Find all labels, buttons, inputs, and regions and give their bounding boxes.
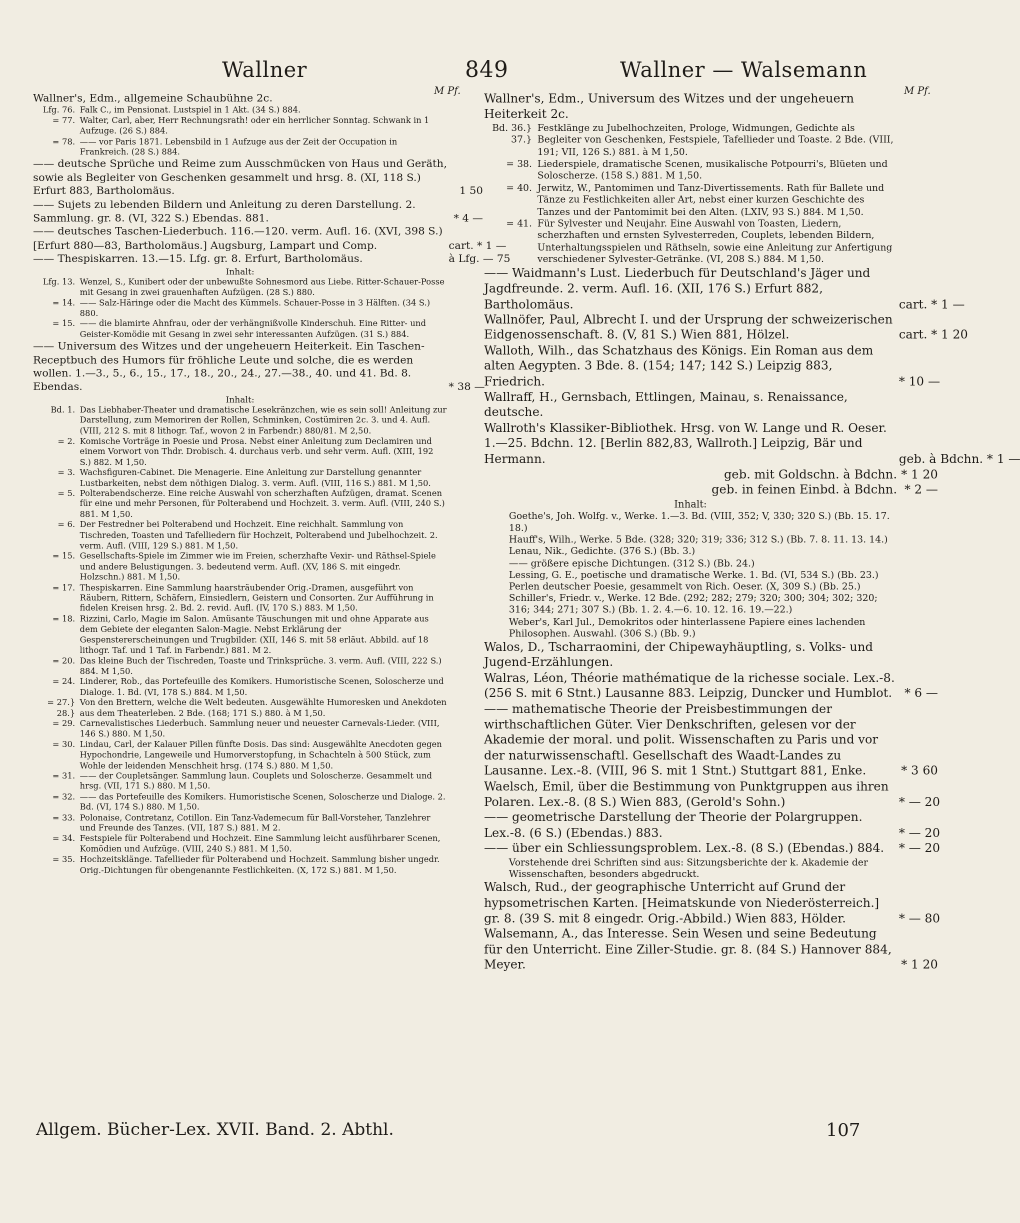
- price: geb. à Bdchn. * 1 —: [898, 452, 1020, 467]
- left-column: [33, 92, 511, 876]
- price: * 6 —: [904, 686, 938, 701]
- price: * — 20: [898, 841, 941, 856]
- entry: —— Sujets zu lebenden Bildern und Anleitung zu deren Darstellung. 2. Sammlung. gr. 8. (VI, 322 S.) Ebendas. 881. * 4 —: [33, 198, 483, 225]
- entry: —— mathematische Theorie der Preisbestimmungen der wirthschaftlichen Güter. Vier Denkschriften, gelesen vor der Akademie der moral. und polit. Wissenschaften zu Paris und vor der naturwissenschaftl. Gesellschaft des Waadt-Landes zu Lausanne. Lex.-8. (VIII, 96 S. mit 1 Stnt.) Stuttgart 881, Enke. * 3 60: [484, 702, 938, 779]
- price: * 10 —: [898, 374, 941, 389]
- volume-list: [33, 405, 483, 876]
- list-item: Schiller's, Friedr. v., Werke. 12 Bde. (292; 282; 279; 320; 300; 304; 302; 320; 316; 344; 271; 307 S.) (Bb. 1. 2. 4.—6. 10. 12. 16. 19.—22.): [508, 593, 878, 616]
- sub-entry: = 29. Carnevalistisches Liederbuch. Sammlung neuer und neuester Carnevals-Lieder. (VIII, 146 S.) 880. M 1,50.: [52, 719, 440, 739]
- entry: Waelsch, Emil, über die Bestimmung von Punktgruppen aus ihren Polaren. Lex.-8. (8 S.) Wien 883, (Gerold's Sohn.) * — 20: [484, 779, 941, 810]
- entry: Wallraff, H., Gernsbach, Ettlingen, Mainau, s. Renaissance, deutsche.: [484, 390, 848, 420]
- sub-entry: = 41. Für Sylvester und Neujahr. Eine Auswahl von Toasten, Liedern, scherzhaften und ernsten Sylvesterreden, Couplets, lebenden Bildern, Unterhaltungsspielen und Räthseln, sowie eine Anleitung zur Anfertigung verschiedener Sylvester-Getränke. (VI, 208 S.) 884. M 1,50.: [506, 218, 893, 265]
- sub-entry: = 5. Polterabendscherze. Eine reiche Auswahl von scherzhaften Aufzügen, dramat. Scenen für eine und mehr Personen, für Polterabend und Hochzeit. 3. verm. Aufl. (VIII, 240 S.) 881. M 1,50.: [57, 489, 445, 520]
- entry: Walloth, Wilh., das Schatzhaus des Königs. Ein Roman aus dem alten Aegypten. 3 Bde. 8. (154; 147; 142 S.) Leipzig 883, Friedrich. * 10 —: [484, 343, 941, 389]
- sub-entry: = 35. Hochzeitsklänge. Tafellieder für Polterabend und Hochzeit. Sammlung bisher ungedr. Orig.-Dichtungen für obengenannte Festlichkeiten. (X, 172 S.) 881. M 1,50.: [52, 855, 440, 875]
- price: 1 50: [459, 185, 483, 198]
- entry: Wallner's, Edm., Universum des Witzes und der ungeheuern Heiterkeit 2c.: [484, 92, 855, 122]
- sub-entry: = 17. Thespiskarren. Eine Sammlung haarsträubender Orig.-Dramen, ausgeführt von Räubern, Rittern, Schäfern, Einsiedlern, Geistern und Consorten. Zur Aufführung in fidelen Kreisen hrsg. 2. Bd. 2. revid. Aufl. (IV, 170 S.) 883. M 1,50.: [52, 583, 434, 614]
- page-number: 849: [465, 58, 509, 83]
- price: * 1 20: [901, 958, 938, 973]
- sub-entry: Lfg. 76. Falk C., im Pensionat. Lustspiel in 1 Akt. (34 S.) 884.: [42, 105, 301, 115]
- sub-entry: = 32. —— das Portefeuille des Komikers. Humoristische Scenen, Soloscherze und Dialoge. 2. Bd. (VI, 174 S.) 880. M 1,50.: [52, 792, 446, 813]
- sub-entry: = 34. Festspiele für Polterabend und Hochzeit. Eine Sammlung leicht ausführbarer Scenen, Komödien und Aufzüge. (VIII, 240 S.) 881. M 1,50.: [52, 834, 441, 854]
- currency-label-left: M Pf.: [434, 86, 461, 97]
- sub-entry: = 15. —— die blamirte Ahnfrau, oder der verhängnißvolle Kinderschuh. Eine Ritter- und Geister-Komödie mit Gesang in zwei sehr interessanten Aufzügen. (31 S.) 884.: [52, 319, 426, 340]
- sub-entry: = 18. Rizzini, Carlo, Magie im Salon. Amüsante Täuschungen mit und ohne Apparate aus dem Gebiete der eleganten Salon-Magie. Nebst Erklärung der Gespenstererscheinungen und Trugbilder. (XII, 146 S. mit 58 erläut. Abbild. auf 18 lithogr. Taf. und 1 Taf. in Farbendr.) 881. M 2.: [52, 614, 429, 656]
- note: Vorstehende drei Schriften sind aus: Sitzungsberichte der k. Akademie der Wissenschaften, besonders abgedruckt.: [508, 857, 869, 880]
- entry: Wallroth's Klassiker-Bibliothek. Hrsg. von W. Lange und R. Oeser. 1.—25. Bdchn. 12. [Berlin 882,83, Wallroth.] Leipzig, Bär und Hermann. geb. à Bdchn. * 1 —: [484, 421, 1020, 467]
- entry: —— geometrische Darstellung der Theorie der Polargruppen. Lex.-8. (6 S.) (Ebendas.) 883. * — 20: [484, 810, 941, 841]
- sub-entry: = 77. Walter, Carl, aber, Herr Rechnungsrath! oder ein herrlicher Sonntag. Schwank in 1 Aufzuge. (26 S.) 884.: [52, 116, 430, 136]
- sub-entry: = 38. Liederspiele, dramatische Scenen, musikalische Potpourri's, Blüeten und Soloscherze. (158 S.) 881. M 1,50.: [506, 158, 888, 182]
- entry: —— über ein Schliessungsproblem. Lex.-8. (8 S.) (Ebendas.) 884. * — 20: [484, 841, 941, 856]
- sub-entry: = 3. Wachsfiguren-Cabinet. Die Menagerie. Eine Anleitung zur Darstellung genannter Lustbarkeiten, nebst dem nöthigen Dialog. 3. verm. Aufl. (VIII, 116 S.) 881. M 1,50.: [57, 468, 431, 488]
- entry: —— Universum des Witzes und der ungeheuern Heiterkeit. Ein Taschen-Receptbuch des Humors für fröhliche Leute und solche, die es werden wollen. 1.—3., 5., 6., 15., 17., 18., 20., 24., 27.—38., 40. und 41. Bd. 8. Ebendas. * 38 —: [33, 340, 485, 394]
- list-item: Perlen deutscher Poesie, gesammelt von Rich. Oeser. (X, 309 S.) (Bb. 25.): [508, 581, 861, 593]
- sub-entry: = 33. Polonaise, Contretanz, Cotillon. Ein Tanz-Vademecum für Ball-Vorsteher, Tanzlehrer und Freunde des Tanzes. (VII, 187 S.) 881. M 2.: [52, 813, 431, 833]
- price: * 38 —: [448, 380, 485, 394]
- right-column: [484, 92, 1020, 974]
- entry: Wallner's, Edm., allgemeine Schaubühne 2c.: [33, 92, 273, 105]
- price: à Lfg. — 75: [448, 252, 511, 266]
- entry: Walos, D., Tscharraomini, der Chipewayhäuptling, s. Volks- und Jugend-Erzählungen.: [484, 640, 874, 670]
- sub-entry: = 20. Das kleine Buch der Tischreden, Toaste und Trinksprüche. 3. verm. Aufl. (VIII, 222 S.) 884. M 1,50.: [52, 656, 442, 677]
- price: * 3 60: [901, 764, 938, 779]
- price: cart. * 1 —: [448, 239, 507, 252]
- sub-entry: = 15. Gesellschafts-Spiele im Zimmer wie im Freien, scherzhafte Vexir- und Räthsel-Spiele und andere Belustigungen. 3. bedeutend verm. Aufl. (XV, 186 S. mit eingedr. Holzschn.) 881. M 1,50.: [52, 551, 436, 583]
- price: cart. * 1 —: [898, 297, 965, 312]
- volume-list: [484, 123, 938, 266]
- sub-entry: = 27.} 28.} Von den Brettern, welche die Welt bedeuten. Ausgewählte Humoresken und Anekdoten aus dem Theaterleben. 2 Bde. (168; 171 S.) 880. à M 1,50.: [47, 698, 447, 718]
- price: * — 20: [898, 826, 941, 841]
- list-item: —— größere epische Dichtungen. (312 S.) (Bb. 24.): [508, 557, 755, 569]
- entry-binding-variant: geb. mit Goldschn. à Bdchn. * 1 20: [723, 467, 938, 482]
- list-item: Weber's, Karl Jul., Demokritos oder hinterlassene Papiere eines lachenden Philosophen. Auswahl. (306 S.) (Bb. 9.): [508, 616, 866, 640]
- sub-entry: Lfg. 13. Wenzel, S., Kunibert oder der unbewußte Sohnesmord aus Liebe. Ritter-Schauer-Posse mit Gesang in zwei grauenhaften Aufzügen. (28 S.) 880.: [42, 277, 445, 298]
- price: * 1 20: [901, 467, 938, 482]
- sub-entry: = 78. —— vor Paris 1871. Lebensbild in 1 Aufzuge aus der Zeit der Occupation in Frankreich. (28 S.) 884.: [52, 136, 398, 157]
- contents-heading: Inhalt:: [225, 266, 255, 277]
- entry: —— deutsches Taschen-Liederbuch. 116.—120. verm. Aufl. 16. (XVI, 398 S.) [Erfurt 880—83, Bartholomäus.] Augsburg, Lampart und Comp. cart. * 1 —: [33, 225, 507, 252]
- contents-heading: Inhalt:: [674, 498, 707, 511]
- price: * — 80: [898, 911, 941, 926]
- footer-signature: Allgem. Bücher-Lex. XVII. Band. 2. Abthl.: [36, 1120, 394, 1140]
- sub-entry: = 6. Der Festredner bei Polterabend und Hochzeit. Eine reichhalt. Sammlung von Tischreden, Toasten und Tafelliedern für Hochzeit, Polterabend und Jubelhochzeit. 2. verm. Aufl. (VIII, 129 S.) 881. M 1,50.: [57, 520, 438, 551]
- contents-heading: Inhalt:: [225, 394, 255, 405]
- price: * 2 —: [904, 483, 938, 498]
- list-item: Goethe's, Joh. Wolfg. v., Werke. 1.—3. Bd. (VIII, 352; V, 330; 320 S.) (Bb. 15. 17. 18.): [508, 510, 890, 534]
- contents-list: [484, 511, 938, 640]
- running-head-right: Wallner — Walsemann: [620, 58, 868, 82]
- entry: Walras, Léon, Théorie mathématique de la richesse sociale. Lex.-8. (256 S. mit 6 Stnt.) Lausanne 883. Leipzig, Duncker und Humblot. * 6 —: [484, 671, 938, 701]
- footer-sheet-number: 107: [826, 1120, 861, 1141]
- entry: Walsch, Rud., der geographische Unterricht auf Grund der hypsometrischen Karten. [Heimatskunde von Niederösterreich.] gr. 8. (39 S. mit 8 eingedr. Orig.-Abbild.) Wien 883, Hölder. * — 80: [484, 880, 941, 926]
- sub-entry: = 24. Linderer, Rob., das Portefeuille des Komikers. Humoristische Scenen, Soloscherze und Dialoge. 1. Bd. (VI, 178 S.) 884. M 1,50.: [52, 677, 444, 698]
- sub-entry: = 2. Komische Vorträge in Poesie und Prosa. Nebst einer Anleitung zum Declamiren und einem Vorwort von Thdr. Drobisch. 4. durchaus verb. und sehr verm. Aufl. (XIII, 192 S.) 882. M 1,50.: [57, 436, 434, 468]
- running-head-left: Wallner: [222, 58, 308, 82]
- entry: —— deutsche Sprüche und Reime zum Ausschmücken von Haus und Geräth, sowie als Begleiter von Geschenken gesammelt und hrsg. 8. (XI, 118 S.) Erfurt 883, Bartholomäus. 1 50: [33, 157, 483, 198]
- sub-entry: Bd. 1. Das Liebhaber-Theater und dramatische Lesekränzchen, wie es sein soll! Anleitung zur Darstellung, zum Memoriren der Rollen, Schminken, Costümiren 2c. 3. und 4. Aufl. (VIII, 212 S. mit 8 lithogr. Taf., wovon 2 in Farbendr.) 880/81. M 2,50.: [50, 405, 447, 436]
- price: cart. * 1 20: [898, 328, 969, 343]
- sub-entry: = 40. Jerwitz, W., Pantomimen und Tanz-Divertissements. Rath für Ballete und Tänze zu Festlichkeiten aller Art, nebst einer kurzen Geschichte des Tanzes und der Pantomimit bei den Alten. (LXIV, 93 S.) 884. M 1,50.: [506, 182, 885, 218]
- entry: —— Waidmann's Lust. Liederbuch für Deutschland's Jäger und Jagdfreunde. 2. verm. Aufl. 16. (XII, 176 S.) Erfurt 882, Bartholomäus. cart. * 1 —: [484, 266, 965, 312]
- list-item: Lenau, Nik., Gedichte. (376 S.) (Bb. 3.): [508, 546, 696, 557]
- sub-entry: = 30. Lindau, Carl, der Kalauer Pillen fünfte Dosis. Das sind: Ausgewählte Anecdoten gegen Hypochondrie, Langeweile und Humorverstopfung, in Schachteln à 500 Stück, zum Wohle der leidenden Menschheit hrsg. (174 S.) 880. M 1,50.: [52, 739, 443, 771]
- entry: Wallnöfer, Paul, Albrecht I. und der Ursprung der schweizerischen Eidgenossenschaft. 8. (V, 81 S.) Wien 881, Hölzel. cart. * 1 20: [484, 312, 969, 343]
- list-item: Hauff's, Wilh., Werke. 5 Bde. (328; 320; 319; 336; 312 S.) (Bb. 7. 8. 11. 13. 14.): [508, 534, 888, 546]
- list-item: Lessing, G. E., poetische und dramatische Werke. 1. Bd. (VI, 534 S.) (Bb. 23.): [508, 569, 879, 581]
- sub-entry: = 31. —— der Coupletsänger. Sammlung laun. Couplets und Soloscherze. Gesammelt und hrsg. (VII, 171 S.) 880. M 1,50.: [52, 771, 433, 792]
- entry-binding-variant: geb. in feinen Einbd. à Bdchn. * 2 —: [711, 483, 938, 498]
- currency-label-right: M Pf.: [904, 86, 931, 97]
- price: * 4 —: [453, 212, 483, 225]
- entry: —— Thespiskarren. 13.—15. Lfg. gr. 8. Erfurt, Bartholomäus. à Lfg. — 75: [33, 252, 511, 266]
- price: * — 20: [898, 795, 941, 810]
- sub-entry: Bd. 36.} 37.} Festklänge zu Jubelhochzeiten, Prologe, Widmungen, Gedichte als Begleiter von Geschenken, Festspiele, Tafellieder und Toaste. 2 Bde. (VIII, 191; VII, 126 S.) 881. à M 1,50.: [492, 122, 894, 158]
- entry: Walsemann, A., das Interesse. Sein Wesen und seine Bedeutung für den Unterricht. Eine Ziller-Studie. gr. 8. (84 S.) Hannover 884, Meyer. * 1 20: [484, 927, 938, 973]
- sub-entry: = 14. —— Salz-Häringe oder die Macht des Kümmels. Schauer-Posse in 3 Hälften. (34 S.) 880.: [52, 298, 431, 319]
